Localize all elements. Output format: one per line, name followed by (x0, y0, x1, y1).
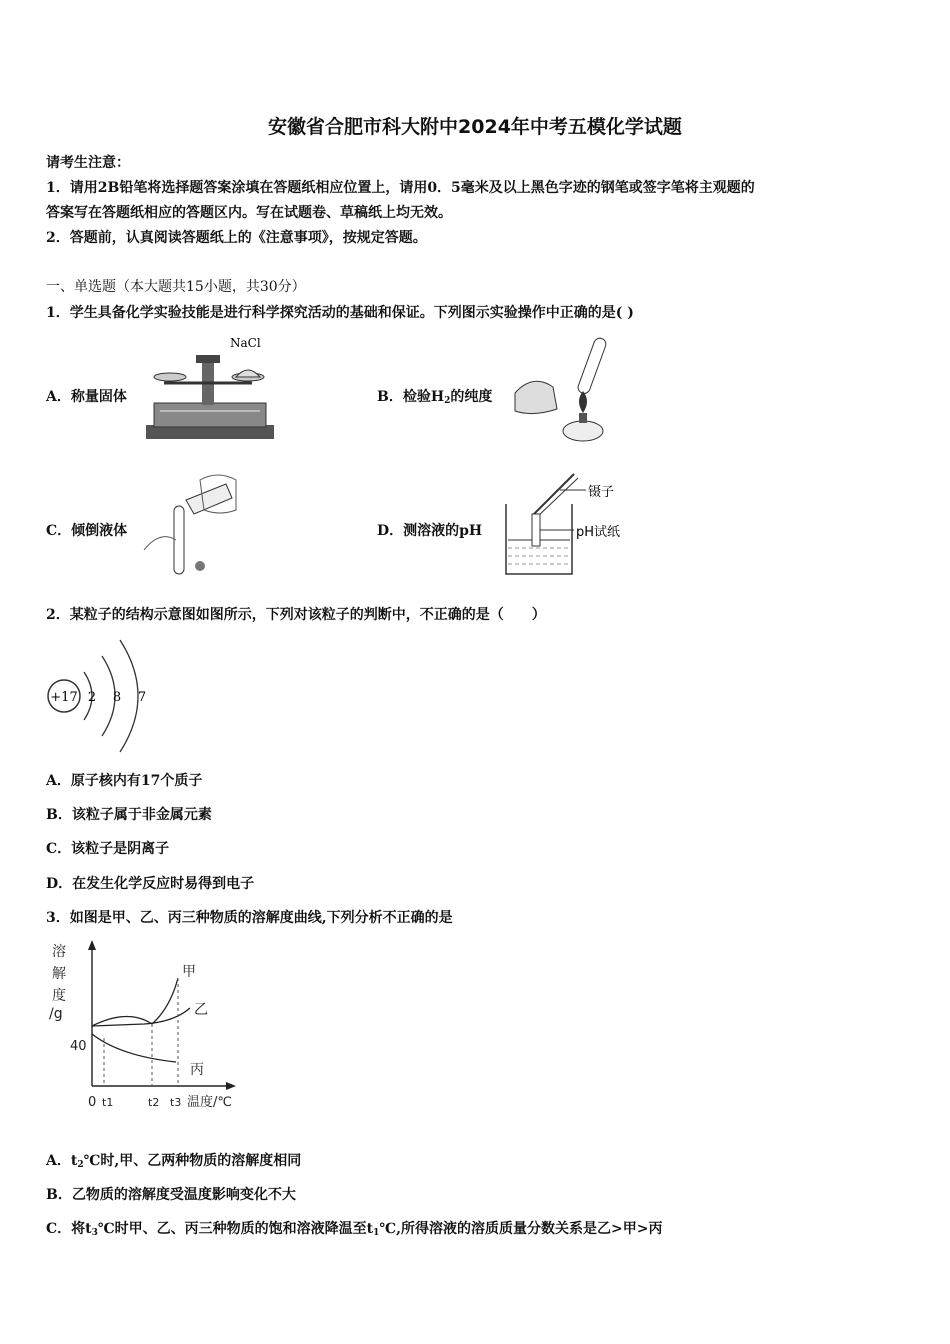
q1-option-d: D．测溶液的pH (377, 523, 483, 539)
q2-option-c: C．该粒子是阴离子 (46, 841, 170, 857)
notice-line2: 2．答题前，认真阅读答题纸上的《注意事项》，按规定答题。 (46, 230, 427, 246)
q3-stem: 3．如图是甲、乙、丙三种物质的溶解度曲线,下列分析不正确的是 (46, 910, 453, 926)
notice-line1b: 答案写在答题纸相应的答题区内。写在试题卷、草稿纸上均无效。 (46, 205, 452, 221)
notice-line1: 1．请用2B铅笔将选择题答案涂填在答题纸相应位置上，请用0．5毫米及以上黑色字迹的钢笔或签字笔将主观题的 (46, 180, 755, 196)
shell-3-count: 7 (137, 690, 147, 705)
atom-structure-diagram (44, 634, 164, 754)
shell-1-count: 2 (87, 690, 97, 705)
q1-stem: 1．学生具备化学实验技能是进行科学探究活动的基础和保证。下列图示实验操作中正确的是( ) (46, 305, 634, 321)
legend-bing: 丙 (190, 1062, 204, 1078)
series-yi (92, 1008, 190, 1026)
nucleus-charge: +17 (50, 690, 78, 705)
q1-option-c: C．倾倒液体 (46, 523, 128, 539)
x-tick-t1: t1 (102, 1096, 114, 1109)
ylabel-char-1: 溶 (52, 944, 66, 960)
page-title: 安徽省合肥市科大附中2024年中考五模化学试题 (268, 116, 682, 138)
q1-option-b: B．检验$H_2$的纯度 (377, 389, 493, 406)
series-bing (92, 1034, 176, 1062)
ph-paper-label: pH试纸 (576, 525, 621, 540)
legend-jia: 甲 (182, 964, 196, 980)
ylabel-char-2: 解 (52, 966, 66, 982)
section-heading: 一、单选题（本大题共15小题，共30分） (46, 279, 306, 295)
series-jia (92, 978, 178, 1026)
x-tick-t3: t3 (170, 1096, 182, 1109)
q3-option-c: C．将$t_3℃$时甲、乙、丙三种物质的饱和溶液降温至$t_1℃$,所得溶液的溶质质量分数关系是乙>甲>丙 (46, 1221, 663, 1238)
balance-figure (140, 333, 277, 445)
solubility-chart (44, 938, 244, 1116)
q2-option-d: D．在发生化学反应时易得到电子 (46, 876, 255, 892)
x-axis-label: 温度/℃ (187, 1095, 232, 1110)
q3-option-a: A．$t_2℃$时,甲、乙两种物质的溶解度相同 (46, 1153, 302, 1170)
h2-purity-figure (513, 333, 610, 445)
shell-2-count: 8 (112, 690, 122, 705)
q2-option-a: A．原子核内有17个质子 (46, 773, 203, 789)
ylabel-char-4: /g (49, 1006, 63, 1022)
nacl-label: NaCl (230, 336, 261, 350)
notice-heading: 请考生注意： (46, 155, 130, 171)
x-tick-t2: t2 (148, 1096, 160, 1109)
q2-option-b: B．该粒子属于非金属元素 (46, 807, 212, 823)
tweezers-label: 镊子 (588, 485, 615, 500)
pouring-figure (140, 470, 240, 580)
ph-test-figure (498, 470, 635, 580)
q3-option-b: B．乙物质的溶解度受温度影响变化不大 (46, 1187, 296, 1203)
q2-stem: 2．某粒子的结构示意图如图所示，下列对该粒子的判断中，不正确的是（ ） (46, 607, 546, 623)
x-tick-origin: 0 (88, 1095, 97, 1110)
q1-option-a: A．称量固体 (46, 389, 127, 405)
ylabel-char-3: 度 (52, 988, 66, 1004)
y-tick-40: 40 (70, 1039, 87, 1054)
legend-yi: 乙 (194, 1002, 208, 1018)
